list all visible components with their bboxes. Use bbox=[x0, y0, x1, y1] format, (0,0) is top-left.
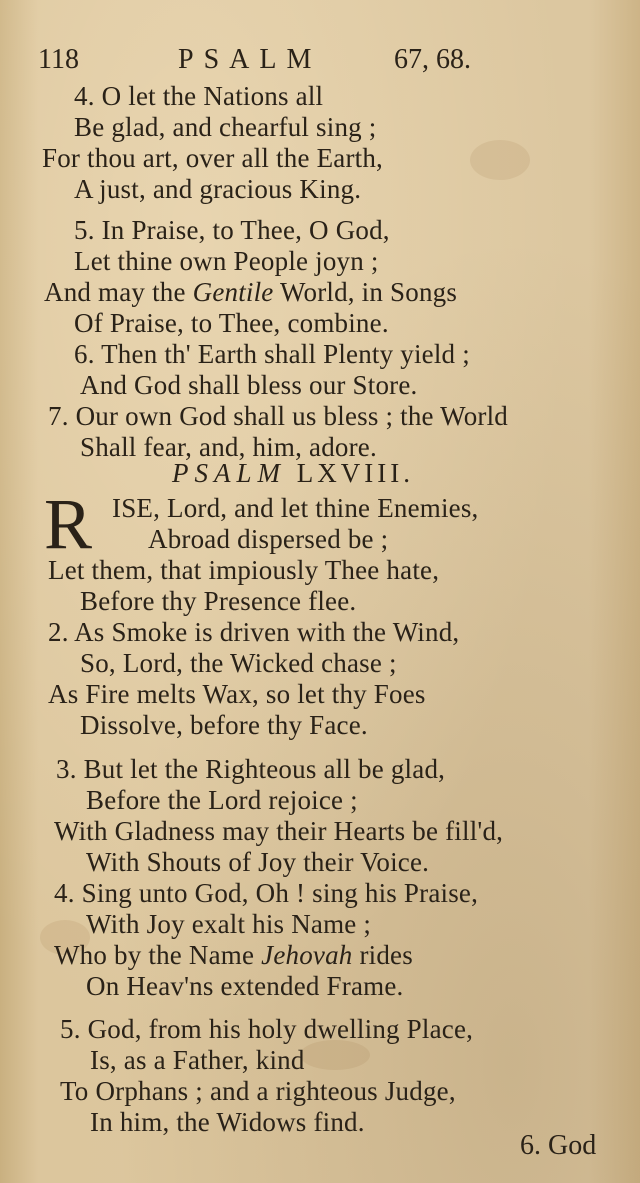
psalm-numbers: 67, 68. bbox=[394, 44, 471, 75]
drop-cap: R bbox=[44, 484, 93, 564]
psalm-heading-word: PSALM bbox=[172, 458, 286, 488]
verse-line-with-italic bbox=[54, 940, 413, 970]
verse-text: rides bbox=[359, 940, 413, 970]
italic-word: Jehovah bbox=[261, 940, 353, 970]
catchword: 6. God bbox=[520, 1130, 597, 1161]
verse-line: 3. But let the Righteous all be glad, bbox=[56, 754, 446, 784]
verse-line: To Orphans ; and a righteous Judge, bbox=[60, 1076, 456, 1106]
running-header bbox=[38, 44, 498, 80]
verse-line: Shall fear, and, him, adore. bbox=[80, 432, 377, 462]
verse-line: 4. O let the Nations all bbox=[74, 81, 324, 111]
verse-line: With Gladness may their Hearts be fill'd, bbox=[54, 816, 504, 846]
verse-line: 5. In Praise, to Thee, O God, bbox=[74, 215, 390, 245]
verse-line: 7. Our own God shall us bless ; the World bbox=[48, 401, 509, 431]
verse-text: And may the bbox=[44, 277, 186, 307]
verse-line: 5. God, from his holy dwelling Place, bbox=[60, 1014, 474, 1044]
verse-line: 2. As Smoke is driven with the Wind, bbox=[48, 617, 460, 647]
verse-line: Before thy Presence flee. bbox=[80, 586, 357, 616]
verse-line: Is, as a Father, kind bbox=[90, 1045, 305, 1075]
verse-line: With Shouts of Joy their Voice. bbox=[86, 847, 430, 877]
verse-line: Let thine own People joyn ; bbox=[74, 246, 379, 276]
verse-line: Before the Lord rejoice ; bbox=[86, 785, 358, 815]
page-number: 118 bbox=[38, 44, 79, 75]
paper-stain bbox=[470, 140, 530, 180]
verse-text: Who by the Name bbox=[54, 940, 255, 970]
verse-line: In him, the Widows find. bbox=[90, 1107, 365, 1137]
paper-stain bbox=[300, 1040, 370, 1070]
verse-line: Abroad dispersed be ; bbox=[148, 524, 389, 554]
psalm-heading bbox=[172, 458, 414, 489]
verse-line: And God shall bless our Store. bbox=[80, 370, 418, 400]
verse-line: With Joy exalt his Name ; bbox=[86, 909, 372, 939]
verse-text: World, in Songs bbox=[279, 277, 458, 307]
verse-line: 4. Sing unto God, Oh ! sing his Praise, bbox=[54, 878, 479, 908]
verse-line: So, Lord, the Wicked chase ; bbox=[80, 648, 397, 678]
running-title: PSALM bbox=[178, 44, 322, 75]
verse-line: 6. Then th' Earth shall Plenty yield ; bbox=[74, 339, 470, 369]
italic-word: Gentile bbox=[192, 277, 274, 307]
verse-line: Let them, that impiously Thee hate, bbox=[48, 555, 440, 585]
verse-line: A just, and gracious King. bbox=[74, 174, 362, 204]
verse-line: As Fire melts Wax, so let thy Foes bbox=[48, 679, 426, 709]
psalm-heading-number: LXVIII. bbox=[296, 458, 414, 488]
verse-line: For thou art, over all the Earth, bbox=[42, 143, 384, 173]
verse-line: Dissolve, before thy Face. bbox=[80, 710, 368, 740]
verse-line-with-italic bbox=[44, 277, 457, 307]
verse-line: On Heav'ns extended Frame. bbox=[86, 971, 404, 1001]
verse-line: ISE, Lord, and let thine Enemies, bbox=[112, 493, 479, 523]
verse-line: Of Praise, to Thee, combine. bbox=[74, 308, 389, 338]
verse-line: Be glad, and chearful sing ; bbox=[74, 112, 377, 142]
